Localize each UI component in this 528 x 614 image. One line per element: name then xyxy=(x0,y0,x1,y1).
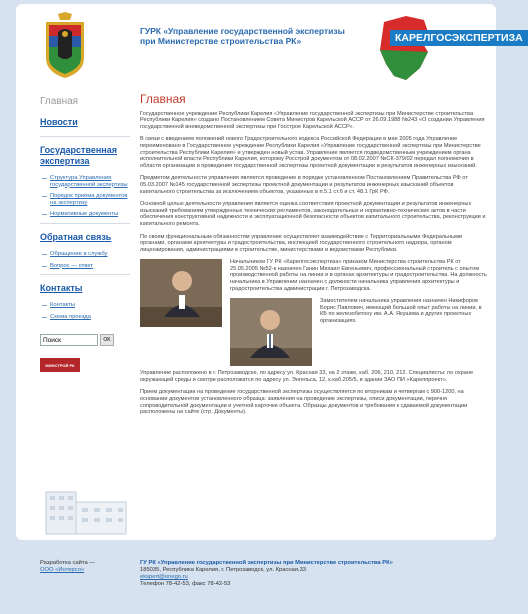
org-title-line2: при Министерстве строительства РК» xyxy=(140,36,302,46)
brand-label[interactable]: КАРЕЛГОСЭКСПЕРТИЗА xyxy=(390,30,528,46)
minstroy-banner[interactable]: МИНСТРОЙ РК xyxy=(40,358,80,372)
search-button[interactable]: OK xyxy=(100,334,114,346)
search-form xyxy=(40,334,130,346)
footer-developer xyxy=(40,560,120,574)
sidebar-item-expertise[interactable]: Государственная экспертиза xyxy=(40,145,117,166)
site-header xyxy=(16,4,523,86)
developer-label: Разработка сайта — xyxy=(40,560,96,566)
paragraph: По своим функциональным обязанностям управление осуществляет взаимодействие с Территориальными Федеральными органами, органами архитектуры и градостроительства, инспекцией государственного строительного надзора, органом лицензирования, администрациями в строительстве, министерствами и ведомствами Республики. xyxy=(140,233,463,253)
person-block xyxy=(140,259,488,292)
divider xyxy=(40,223,130,224)
director-photo xyxy=(140,259,222,327)
search-input[interactable] xyxy=(40,334,98,346)
paragraph: Прием документации на проведение государственной экспертизы осуществляется по вторникам и четвергам с 900-1200, на основании документов установленного образца: заявления на проведение экспертизы, описи документации, перечня сопроводительной документации и учетной карточки объекта. Образцы документов и требования к сдаваемой документации расположены на сайте (стр. Документы). xyxy=(140,389,468,416)
sidebar-item-contacts[interactable]: Контакты xyxy=(40,283,83,294)
paragraph: Основной целью деятельности управления является оценка соответствия проектной документации и результатов инженерных изысканий требованиям утвержденных технических регламентов, законодательных и нормативно-технических актов в части обеспечения конструктивной надежности и эксплуатационной безопасности объектов капитального строительства, реконструкции и капитального ремонта. xyxy=(140,201,486,227)
person-text: Заместителем начальника управления назначен Никифоров Борис Павлович, имеющий большой опыт работы на линии, в КБ по железобетону им. А.А. Якушева и других проектных организациях. xyxy=(320,298,482,325)
divider xyxy=(40,274,130,275)
sidebar-subitem-regulations[interactable]: Нормативные документы xyxy=(50,211,130,218)
sidebar-subitem-structure[interactable]: Структура Управления государственной экспертизы xyxy=(50,175,130,188)
sidebar-subitem-appeal[interactable]: Обращение в службу xyxy=(50,251,130,258)
org-title xyxy=(140,26,345,46)
person-text: Начальником ГУ РК «Карелгосэкспертиза» приказом Министерства строительства РК от 25.05.2005 №52-к назначен Ганин Михаил Евгеньевич, профессиональный строитель с опытом производственной работы на линии и в органах архитектуры и градостроительства. На должность начальника в Управлении назначен с должности начальника управления архитектуры и градостроительства администрации г. Петрозаводска. xyxy=(230,259,487,292)
paragraph: В связи с введением положений нового Градостроительного кодекса Российской Федерации в мае 2005 года Управление переименовано в Государственное учреждение Республики Карелия «Управление государственной экспертизы при Министерстве строительства Республики Карелия» и утвержден новый устав. Управление является подведомственным учреждением органа исполнительной власти Республики Карелия, которому Росстрой документом от 08.02.2007 №СК-379/02 передал полномочия в области организации и проведения государственной экспертизы проектной документации и результатов инженерных изысканий. xyxy=(140,136,481,169)
building-illustration-icon xyxy=(40,480,132,536)
developer-link[interactable]: ООО «Интерсо» xyxy=(40,567,85,573)
page-title: Главная xyxy=(140,92,186,106)
sidebar-subitem-procedure[interactable]: Порядок приёма документов на экспертизу xyxy=(50,193,130,206)
deputy-photo xyxy=(230,298,312,366)
paragraph: Предметом деятельности управления является проведение в порядке установленном Постановлением Правительства РФ от 05.03.2007 №145 государственной экспертизы проектной документации и результатов инженерных изысканий объектов капитального строительства за исключением объектов, указанных в п.5.1 ст.6 и ст. 48.1 ГрК РФ. xyxy=(140,175,468,195)
paragraph: Управление расположено в г. Петрозаводске, по адресу ул. Красная 33, на 2 этаже, каб. 206, 210, 212. Специалисты: по охране окружающей среды и смотри расположатся по адресу ул. Энгельса, 12, к.каб.205/5, в здании ЗАО ПИ «Карелпроект». xyxy=(140,370,474,383)
karelia-map-logo-icon xyxy=(366,12,494,84)
sidebar-item-news[interactable]: Новости xyxy=(40,117,78,127)
site-footer xyxy=(0,552,512,614)
footer-phones: Телефон 78-42-53, факс 78-42-53 xyxy=(140,581,231,587)
sidebar-subitem-map[interactable]: Схема проезда xyxy=(50,314,130,321)
divider xyxy=(40,136,130,137)
paragraph: Государственное учреждение Республики Карелия «Управление государственной экспертизы при Министерстве строительства Республики Карелия» создано Постановлением Совета Министров Карельской АССР от 26.09.1988 №243 «О создании Управления государственной вневедомственной экспертизы при Госстрое Карельской АССР». xyxy=(140,110,485,130)
sidebar-subitem-contacts[interactable]: Контакты xyxy=(50,302,130,309)
sidebar-item-home[interactable]: Главная xyxy=(40,96,79,107)
footer-org-name: ГУ РК «Управление государственной экспертизы при Министерстве строительства РК» xyxy=(140,560,393,566)
sidebar-subitem-qa[interactable]: Вопрос — ответ xyxy=(50,263,130,270)
main-content xyxy=(140,92,488,422)
footer-address: 185035, Республика Карелия, г. Петрозаводск, ул. Красная,33 xyxy=(140,567,307,573)
org-title-line1: ГУРК «Управление государственной экспертизы xyxy=(140,26,345,36)
sidebar-nav xyxy=(40,96,130,372)
page-card xyxy=(16,4,523,540)
karelia-coat-of-arms-icon xyxy=(42,12,88,80)
footer-contacts xyxy=(140,560,500,588)
sidebar-item-feedback[interactable]: Обратная связь xyxy=(40,231,112,242)
footer-email-link[interactable]: ekspert@onego.ru xyxy=(140,574,188,580)
